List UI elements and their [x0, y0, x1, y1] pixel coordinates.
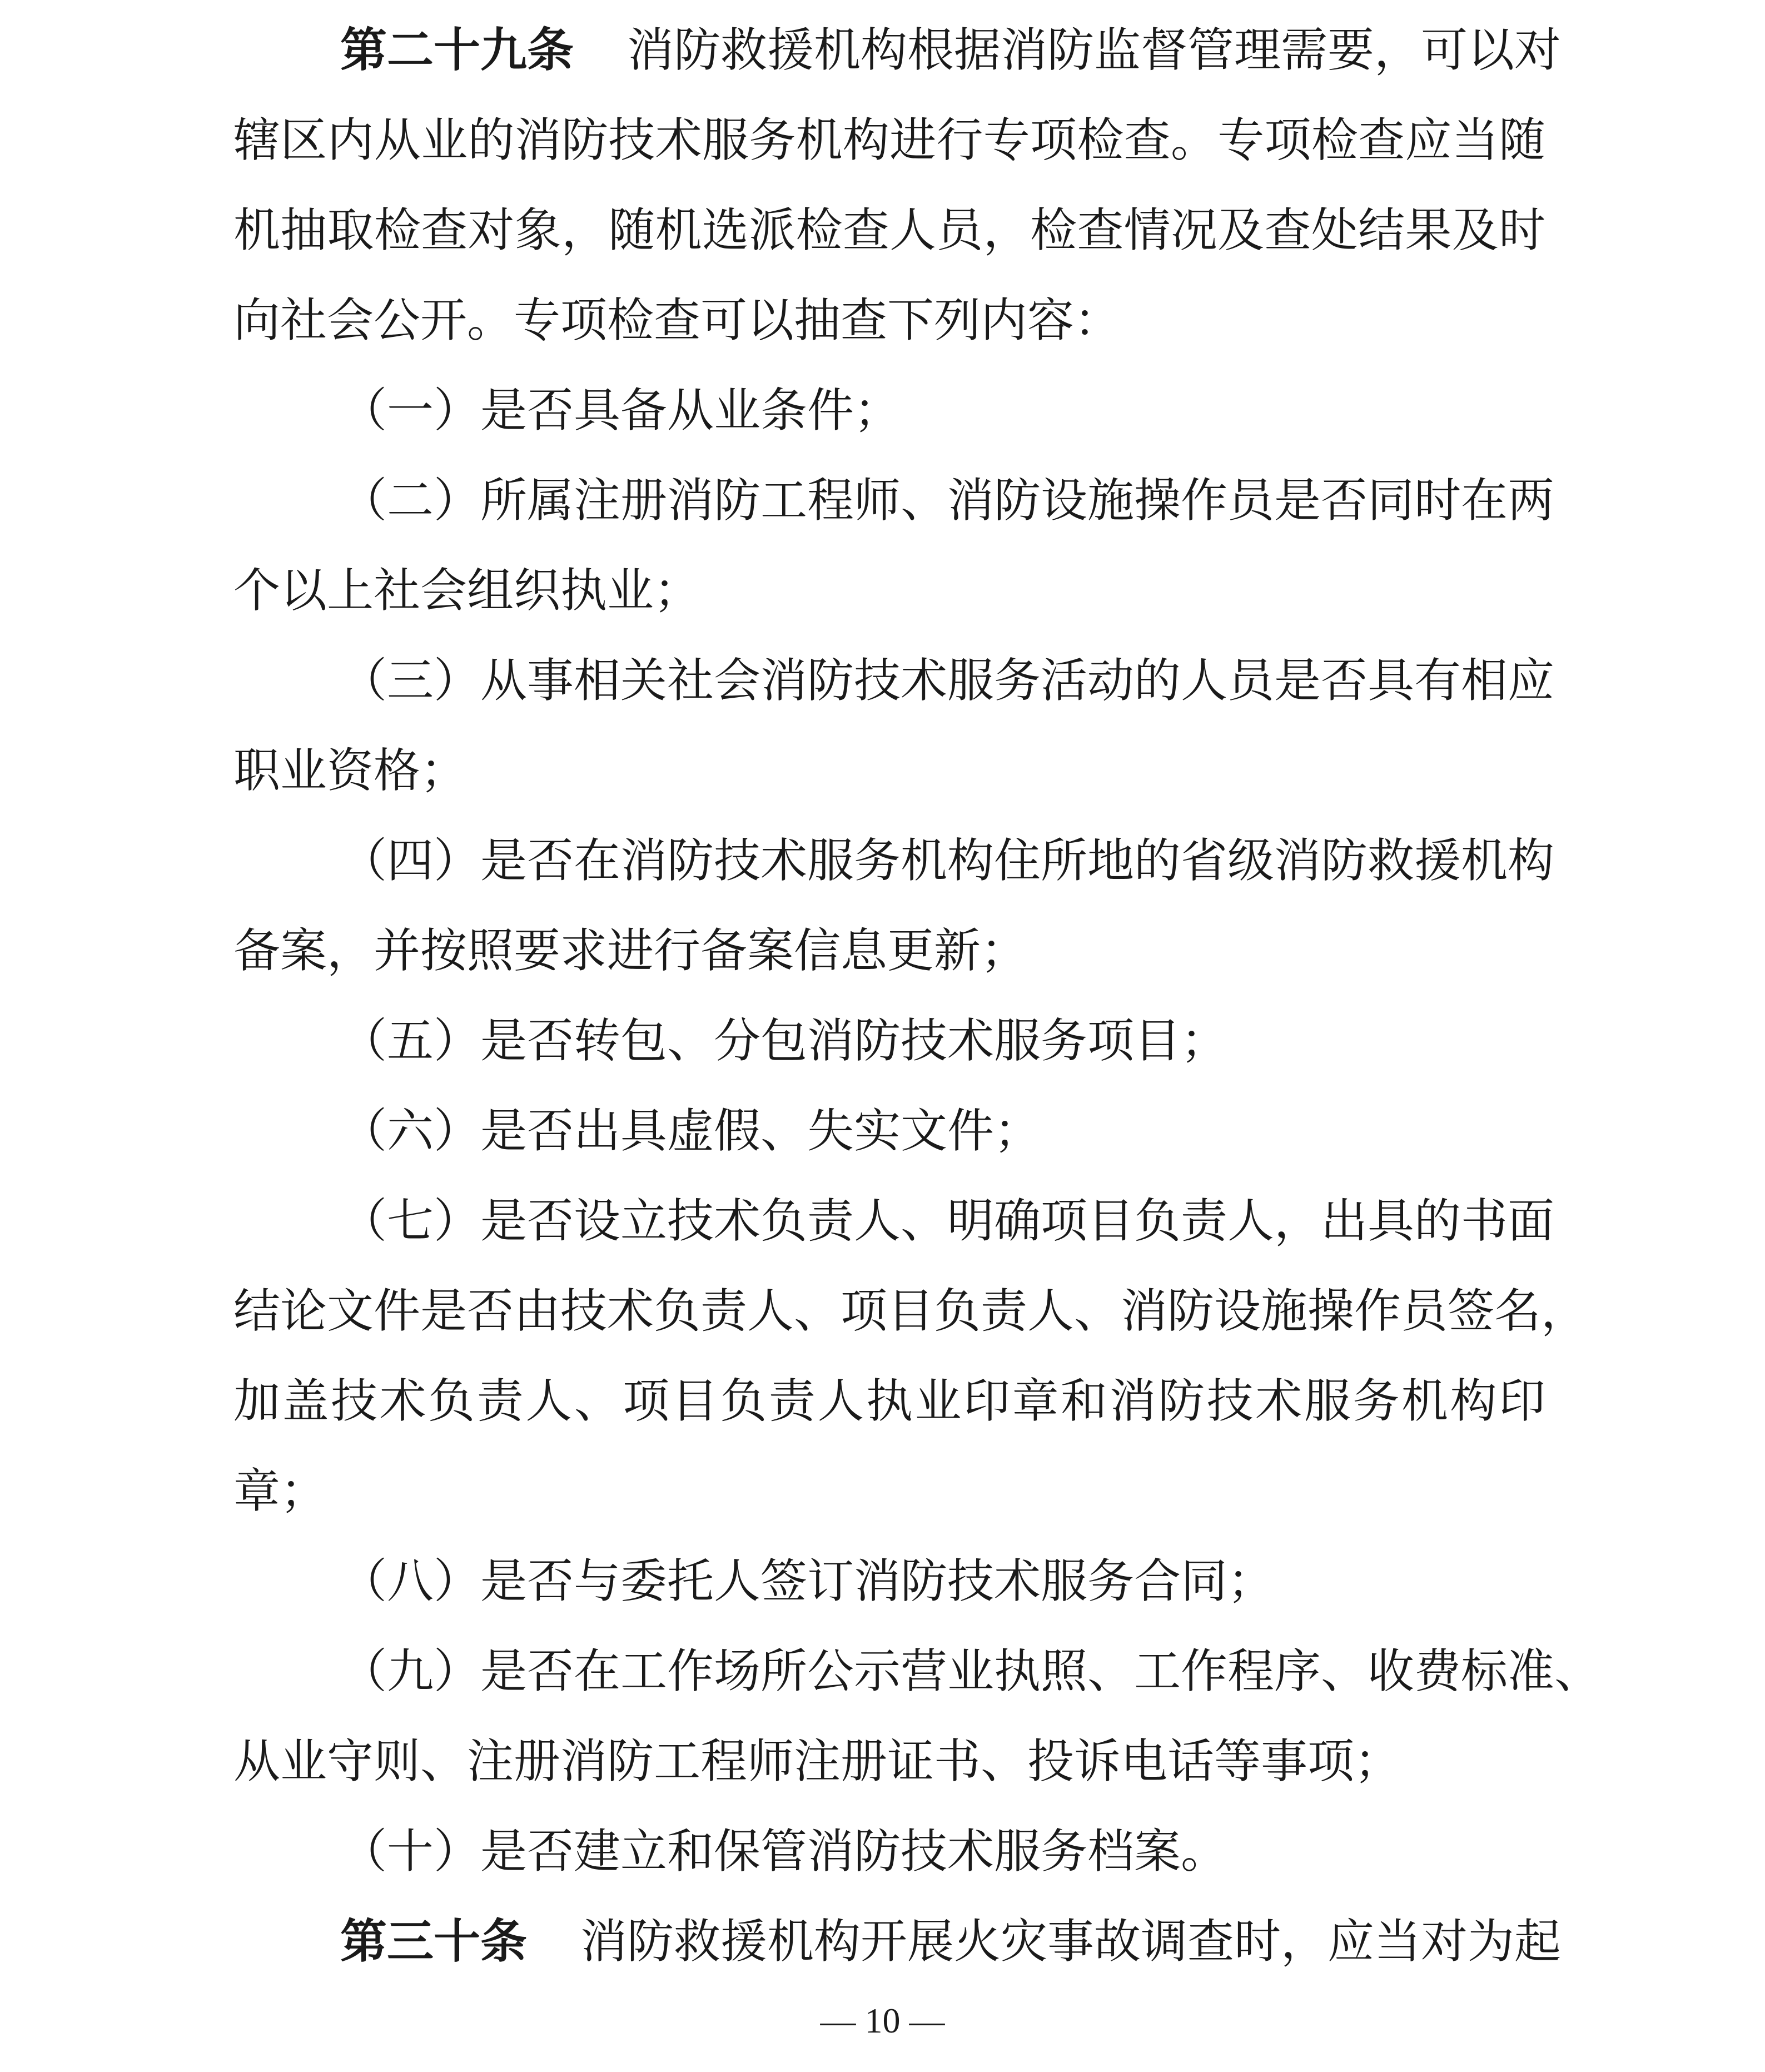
item-7-line-1: （七）是否设立技术负责人、明确项目负责人，出具的书面	[340, 1194, 1555, 1248]
item-2-line-2: 个以上社会组织执业；	[233, 563, 701, 618]
item-1-line-1: （一）是否具备从业条件；	[340, 383, 901, 438]
item-5-line-1: （五）是否转包、分包消防技术服务项目；	[340, 1013, 1228, 1068]
item-7-line-2: 结论文件是否由技术负责人、项目负责人、消防设施操作员签名，	[233, 1284, 1588, 1338]
article-29-heading: 第二十九条	[340, 23, 574, 77]
item-8-line-1: （八）是否与委托人签订消防技术服务合同；	[340, 1554, 1275, 1608]
item-10-line-1: （十）是否建立和保管消防技术服务档案。	[340, 1824, 1228, 1879]
item-2-line-1: （二）所属注册消防工程师、消防设施操作员是否同时在两	[340, 473, 1555, 528]
item-3-line-2: 职业资格；	[233, 743, 468, 798]
item-7-line-4: 章；	[233, 1464, 327, 1518]
item-9-line-2: 从业守则、注册消防工程师注册证书、投诉电话等事项；	[233, 1734, 1401, 1788]
page-number: — 10 —	[820, 2001, 945, 2040]
item-3-line-1: （三）从事相关社会消防技术服务活动的人员是否具有相应	[340, 653, 1555, 708]
item-4-line-2: 备案，并按照要求进行备案信息更新；	[233, 923, 1028, 978]
item-9-line-1: （九）是否在工作场所公示营业执照、工作程序、收费标准、	[340, 1644, 1602, 1698]
item-4-line-1: （四）是否在消防技术服务机构住所地的省级消防救援机构	[340, 833, 1555, 888]
article-29-text-line-1: 消防救援机构根据消防监督管理需要，可以对	[627, 23, 1562, 77]
item-6-line-1: （六）是否出具虚假、失实文件；	[340, 1104, 1041, 1158]
item-7-line-3: 加盖技术负责人、项目负责人执业印章和消防技术服务机构印	[233, 1374, 1545, 1428]
article-29-first-line	[233, 17, 1562, 83]
article-30-text-line-1: 消防救援机构开展火灾事故调查时，应当对为起	[580, 1914, 1562, 1969]
article-29-text-line-3: 机抽取检查对象，随机选派检查人员，检查情况及查处结果及时	[233, 203, 1545, 257]
article-30-heading: 第三十条	[340, 1914, 528, 1969]
article-30-first-line	[233, 1908, 1562, 1975]
article-29-text-line-4: 向社会公开。专项检查可以抽查下列内容：	[233, 293, 1121, 347]
article-29-text-line-2: 辖区内从业的消防技术服务机构进行专项检查。专项检查应当随	[233, 113, 1545, 167]
